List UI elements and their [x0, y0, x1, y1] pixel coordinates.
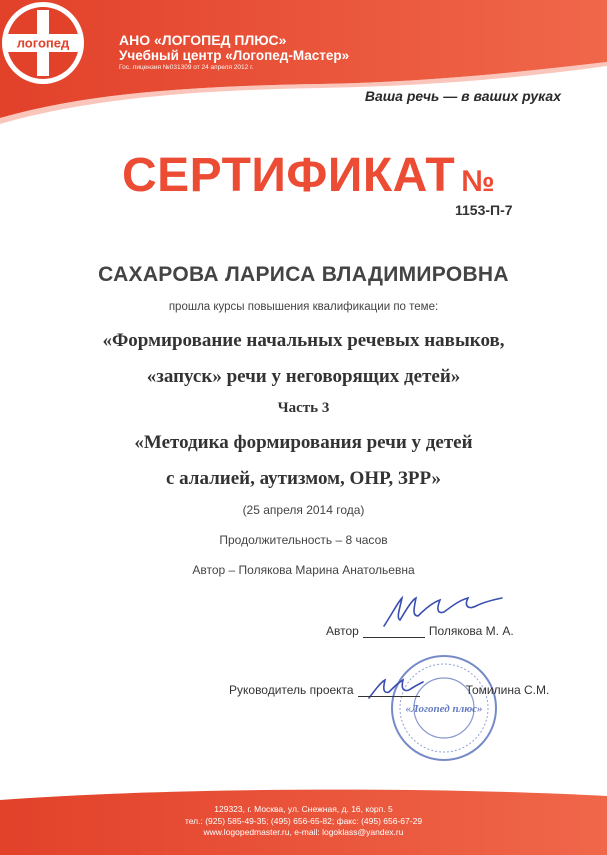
- org-center: Учебный центр «Логопед-Мастер»: [119, 48, 350, 63]
- footer-phones: тел.: (925) 585-49-35; (495) 656-65-82; факс: (495) 656-67-29: [184, 815, 423, 826]
- course-author: Автор – Полякова Марина Анатольевна: [192, 563, 415, 577]
- header-wave: [0, 0, 607, 150]
- course-date: (25 апреля 2014 года): [242, 503, 365, 517]
- logo-text: логопед: [16, 35, 70, 51]
- footer-address: 129323, г. Москва, ул. Снежная, д. 16, корп. 5: [214, 804, 393, 814]
- certificate-number: 1153-П-7: [455, 202, 513, 218]
- org-name: АНО «ЛОГОПЕД ПЛЮС»: [119, 32, 287, 48]
- recipient-name: САХАРОВА ЛАРИСА ВЛАДИМИРОВНА: [98, 263, 509, 286]
- number-sign: №: [461, 165, 496, 198]
- manager-signature-row: [229, 683, 549, 697]
- footer-band: [0, 782, 607, 855]
- manager-signature-line: [358, 686, 420, 697]
- org-license: Гос. лицензия №031309 от 24 апреля 2012 г.: [119, 64, 254, 71]
- author-label: Автор: [326, 624, 359, 638]
- stamp-text: «Логопед плюс»: [405, 703, 483, 715]
- footer-contacts: [0, 804, 607, 839]
- author-signature-line: [363, 627, 425, 638]
- certificate-title: [122, 148, 495, 203]
- author-signature-row: [326, 624, 514, 638]
- title-text: СЕРТИФИКАТ: [122, 149, 456, 202]
- slogan: Ваша речь — в ваших руках: [364, 88, 561, 104]
- course-title-line-4: с алалией, аутизмом, ОНР, ЗРР»: [165, 468, 442, 489]
- course-part: Часть 3: [277, 400, 330, 416]
- manager-name: Томилина С.М.: [465, 683, 550, 697]
- author-name: Полякова М. А.: [428, 624, 514, 638]
- intro-text: прошла курсы повышения квалификации по теме:: [168, 301, 439, 313]
- course-title-line-2: «запуск» речи у неговорящих детей»: [146, 366, 461, 387]
- stamp-icon: [388, 652, 500, 764]
- logo-icon: [0, 0, 86, 86]
- header-band: [0, 0, 607, 150]
- course-duration: Продолжительность – 8 часов: [219, 533, 388, 547]
- organization-block: [119, 33, 349, 73]
- manager-label: Руководитель проекта: [229, 683, 354, 697]
- course-title-line-1: «Формирование начальных речевых навыков,: [102, 330, 505, 351]
- course-title-line-3: «Методика формирования речи у детей: [134, 432, 473, 453]
- footer-web: www.logopedmaster.ru, e-mail: logoklass@yandex.ru: [203, 827, 404, 837]
